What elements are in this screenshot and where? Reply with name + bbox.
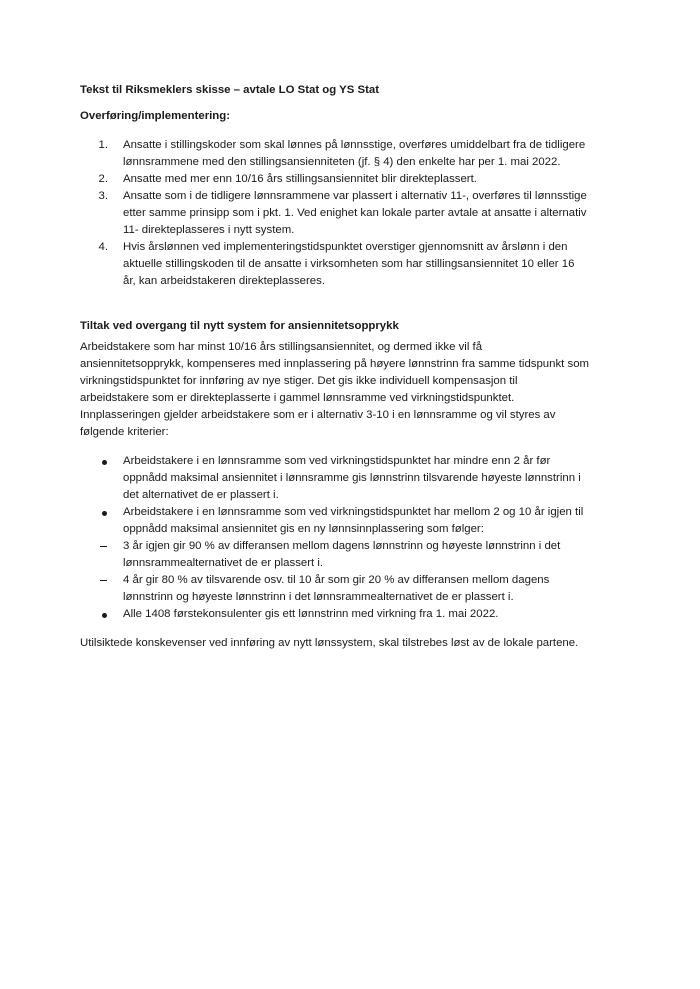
- paragraph-line: arbeidstakere som er direkteplasserte i gammel lønnsramme ved virkningstidspunktet.: [80, 392, 515, 404]
- list-item-line: Alle 1408 førstekonsulenter gis ett lønnstrinn med virkning fra 1. mai 2022.: [123, 608, 499, 620]
- list-item-line: 11- direkteplasseres i nytt system.: [123, 224, 295, 236]
- bullet-icon: [102, 613, 107, 618]
- list-item-line: Arbeidstakere i en lønnsramme som ved virkningstidspunktet har mindre enn 2 år før: [123, 455, 551, 467]
- list-number: 3.: [98, 190, 108, 202]
- closing-paragraph: Utilsiktede konskevenser ved innføring av nytt lønssystem, skal tilstrebes løst av de lokale partene.: [80, 637, 579, 649]
- section-heading-implementation: Overføring/implementering:: [80, 110, 230, 122]
- list-item-line: aktuelle stillingskoden til de ansatte i virksomheten som har stillingsansiennitet 10 eller 16: [123, 258, 575, 270]
- list-item-line: Hvis årslønnen ved implementeringstidspunktet overstiger gjennomsnitt av årslønn i den: [123, 241, 568, 253]
- list-item-line: etter samme prinsipp som i pkt. 1. Ved enighet kan lokale parter avtale at ansatte i alternativ: [123, 207, 587, 219]
- list-item-line: oppnådd maksimal ansiennitet i lønnsramme gis lønnstrinn tilsvarende høyeste lønnstrinn i: [123, 472, 581, 484]
- list-number: 1.: [98, 139, 108, 151]
- list-item-line: 3 år igjen gir 90 % av differansen mellom dagens lønnstrinn og høyeste lønnstrinn i det: [123, 540, 561, 552]
- list-item-line: år, kan arbeidstakeren direkteplasseres.: [123, 275, 325, 287]
- list-item-line: Arbeidstakere i en lønnsramme som ved virkningstidspunktet har mellom 2 og 10 år igjen til: [123, 506, 584, 518]
- list-number: 4.: [98, 241, 108, 253]
- list-item-line: Ansatte med mer enn 10/16 års stillingsansiennitet blir direkteplassert.: [123, 173, 477, 185]
- paragraph-line: Innplasseringen gjelder arbeidstakere som er i alternativ 3-10 i en lønnsramme og vil styres av: [80, 409, 556, 421]
- list-number: 2.: [98, 173, 108, 185]
- section-heading-seniority: Tiltak ved overgang til nytt system for ansiennitetsopprykk: [80, 320, 399, 332]
- paragraph-line: følgende kriterier:: [80, 426, 169, 438]
- paragraph-line: ansiennitetsopprykk, kompenseres med innplassering på høyere lønnstrinn fra samme tidspunkt som: [80, 358, 590, 370]
- list-item-line: Ansatte som i de tidligere lønnsrammene var plassert i alternativ 11-, overføres til lønnsstige: [123, 190, 587, 202]
- list-item-line: det alternativet de er plassert i.: [123, 489, 279, 501]
- list-item-line: lønnstrinn og høyeste lønnstrinn i det lønnsrammealternativet de er plassert i.: [123, 591, 514, 603]
- list-item-line: oppnådd maksimal ansiennitet gis en ny lønnsinnplassering som følger:: [123, 523, 484, 535]
- list-item-line: lønnsrammealternativet de er plassert i.: [123, 557, 324, 569]
- bullet-icon: [102, 460, 107, 465]
- paragraph-line: Arbeidstakere som har minst 10/16 års stillingsansiennitet, og dermed ikke vil få: [80, 341, 483, 353]
- paragraph-line: virkningstidspunktet for innføring av nye stiger. Det gis ikke individuell kompensasjon til: [80, 375, 518, 387]
- bullet-icon: [102, 511, 107, 516]
- list-item-line: 4 år gir 80 % av tilsvarende osv. til 10 år som gir 20 % av differansen mellom dagens: [123, 574, 550, 586]
- document-title: Tekst til Riksmeklers skisse – avtale LO Stat og YS Stat: [80, 84, 380, 96]
- dash-icon: [100, 546, 107, 547]
- list-item-line: lønnsrammene med den stillingsansienniteten (jf. § 4) den enkelte har per 1. mai 2022.: [123, 156, 561, 168]
- list-item-line: Ansatte i stillingskoder som skal lønnes på lønnsstige, overføres umiddelbart fra de tidligere: [123, 139, 586, 151]
- dash-icon: [100, 580, 107, 581]
